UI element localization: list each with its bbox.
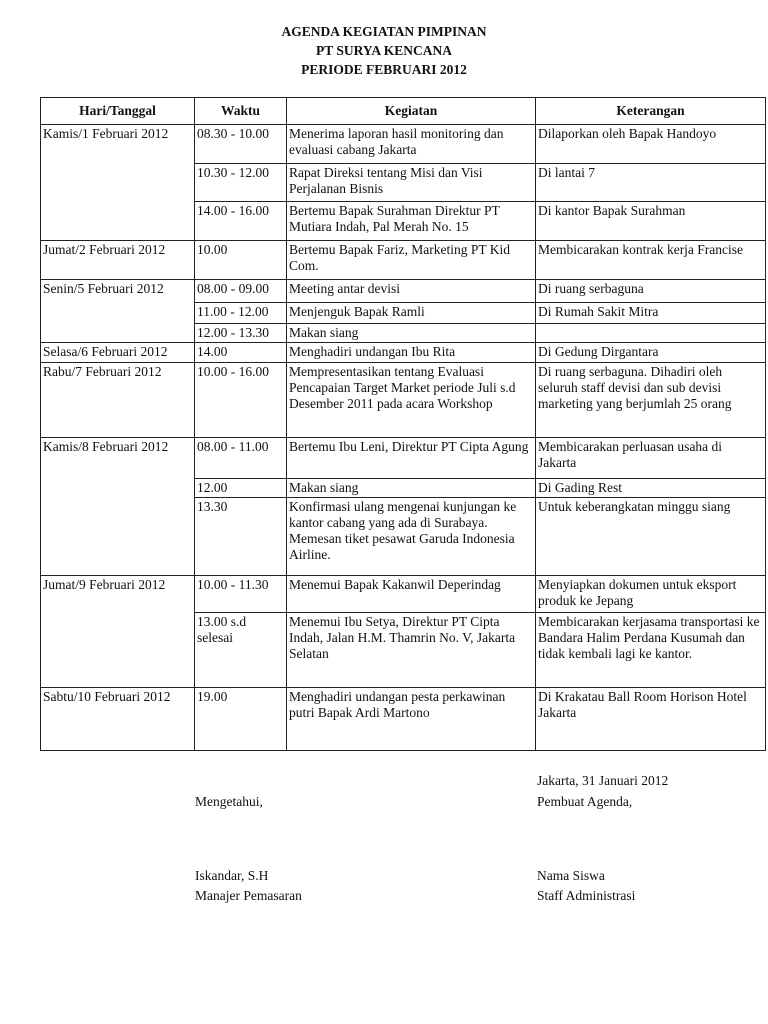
cell-note: Di Gedung Dirgantara bbox=[536, 343, 766, 363]
cell-day: Senin/5 Februari 2012 bbox=[41, 280, 195, 343]
table-row bbox=[41, 280, 766, 303]
title-line-3: PERIODE FEBRUARI 2012 bbox=[301, 62, 467, 77]
table-row bbox=[41, 125, 766, 164]
table-row bbox=[41, 363, 766, 438]
cell-note: Di Gading Rest bbox=[536, 479, 766, 498]
column-header-time: Waktu bbox=[195, 98, 287, 125]
table-row bbox=[41, 241, 766, 280]
cell-day: Kamis/1 Februari 2012 bbox=[41, 125, 195, 241]
cell-activity: Menemui Ibu Setya, Direktur PT Cipta Indah, Jalan H.M. Thamrin No. V, Jakarta Selatan bbox=[287, 613, 536, 688]
cell-time: 14.00 bbox=[195, 343, 287, 363]
agenda-table bbox=[40, 97, 766, 751]
cell-time: 19.00 bbox=[195, 688, 287, 751]
cell-activity: Bertemu Bapak Surahman Direktur PT Mutiara Indah, Pal Merah No. 15 bbox=[287, 202, 536, 241]
cell-time: 08.00 - 11.00 bbox=[195, 438, 287, 479]
place-date: Jakarta, 31 Januari 2012 bbox=[537, 773, 669, 788]
cell-activity: Mempresentasikan tentang Evaluasi Pencapaian Target Market periode Juli s.d Desember 2011 pada acara Workshop bbox=[287, 363, 536, 438]
cell-time: 10.30 - 12.00 bbox=[195, 164, 287, 202]
cell-activity: Rapat Direksi tentang Misi dan Visi Perjalanan Bisnis bbox=[287, 164, 536, 202]
title-line-2: PT SURYA KENCANA bbox=[315, 43, 453, 58]
cell-note: Di Rumah Sakit Mitra bbox=[536, 303, 766, 324]
acknowledged-label: Mengetahui, bbox=[195, 794, 263, 809]
table-row bbox=[41, 438, 766, 479]
cell-time: 12.00 bbox=[195, 479, 287, 498]
cell-day: Jumat/9 Februari 2012 bbox=[41, 576, 195, 688]
cell-time: 10.00 bbox=[195, 241, 287, 280]
cell-time: 11.00 - 12.00 bbox=[195, 303, 287, 324]
document-title bbox=[0, 22, 768, 79]
cell-activity: Bertemu Bapak Fariz, Marketing PT Kid Com. bbox=[287, 241, 536, 280]
cell-activity: Konfirmasi ulang mengenai kunjungan ke kantor cabang yang ada di Surabaya. Memesan tiket pesawat Garuda Indonesia Airline. bbox=[287, 498, 536, 576]
cell-time: 12.00 - 13.30 bbox=[195, 324, 287, 343]
cell-activity: Menemui Bapak Kakanwil Deperindag bbox=[287, 576, 536, 613]
table-row bbox=[41, 343, 766, 363]
title-line-1: AGENDA KEGIATAN PIMPINAN bbox=[281, 24, 487, 39]
header-row bbox=[41, 98, 766, 125]
cell-note: Di kantor Bapak Surahman bbox=[536, 202, 766, 241]
cell-day: Kamis/8 Februari 2012 bbox=[41, 438, 195, 576]
cell-day: Jumat/2 Februari 2012 bbox=[41, 241, 195, 280]
column-header-note: Keterangan bbox=[536, 98, 766, 125]
cell-note: Di ruang serbaguna bbox=[536, 280, 766, 303]
cell-note bbox=[536, 324, 766, 343]
cell-time: 14.00 - 16.00 bbox=[195, 202, 287, 241]
cell-time: 10.00 - 11.30 bbox=[195, 576, 287, 613]
cell-time: 08.00 - 09.00 bbox=[195, 280, 287, 303]
cell-note: Dilaporkan oleh Bapak Handoyo bbox=[536, 125, 766, 164]
cell-note: Membicarakan kontrak kerja Francise bbox=[536, 241, 766, 280]
cell-time: 13.30 bbox=[195, 498, 287, 576]
cell-activity: Makan siang bbox=[287, 324, 536, 343]
table-row bbox=[41, 688, 766, 751]
table-row bbox=[41, 576, 766, 613]
cell-note: Di lantai 7 bbox=[536, 164, 766, 202]
cell-note: Di Krakatau Ball Room Horison Hotel Jakarta bbox=[536, 688, 766, 751]
cell-activity: Menghadiri undangan pesta perkawinan putri Bapak Ardi Martono bbox=[287, 688, 536, 751]
cell-time: 08.30 - 10.00 bbox=[195, 125, 287, 164]
cell-note: Di ruang serbaguna. Dihadiri oleh seluruh staff devisi dan sub devisi marketing yang berjumlah 25 orang bbox=[536, 363, 766, 438]
cell-activity: Makan siang bbox=[287, 479, 536, 498]
cell-note: Membicarakan perluasan usaha di Jakarta bbox=[536, 438, 766, 479]
cell-activity: Menjenguk Bapak Ramli bbox=[287, 303, 536, 324]
cell-note: Menyiapkan dokumen untuk eksport produk ke Jepang bbox=[536, 576, 766, 613]
staff-title: Staff Administrasi bbox=[537, 888, 636, 903]
manager-title: Manajer Pemasaran bbox=[195, 888, 302, 903]
column-header-activity: Kegiatan bbox=[287, 98, 536, 125]
cell-time: 13.00 s.d selesai bbox=[195, 613, 287, 688]
staff-name: Nama Siswa bbox=[537, 868, 605, 883]
cell-activity: Meeting antar devisi bbox=[287, 280, 536, 303]
cell-activity: Menghadiri undangan Ibu Rita bbox=[287, 343, 536, 363]
cell-day: Selasa/6 Februari 2012 bbox=[41, 343, 195, 363]
cell-note: Membicarakan kerjasama transportasi ke Bandara Halim Perdana Kusumah dan tidak kembali lagi ke kantor. bbox=[536, 613, 766, 688]
cell-activity: Menerima laporan hasil monitoring dan evaluasi cabang Jakarta bbox=[287, 125, 536, 164]
cell-day: Rabu/7 Februari 2012 bbox=[41, 363, 195, 438]
cell-note: Untuk keberangkatan minggu siang bbox=[536, 498, 766, 576]
column-header-day: Hari/Tanggal bbox=[41, 98, 195, 125]
cell-activity: Bertemu Ibu Leni, Direktur PT Cipta Agung bbox=[287, 438, 536, 479]
agenda-maker-label: Pembuat Agenda, bbox=[537, 794, 633, 809]
cell-time: 10.00 - 16.00 bbox=[195, 363, 287, 438]
cell-day: Sabtu/10 Februari 2012 bbox=[41, 688, 195, 751]
manager-name: Iskandar, S.H bbox=[195, 868, 269, 883]
